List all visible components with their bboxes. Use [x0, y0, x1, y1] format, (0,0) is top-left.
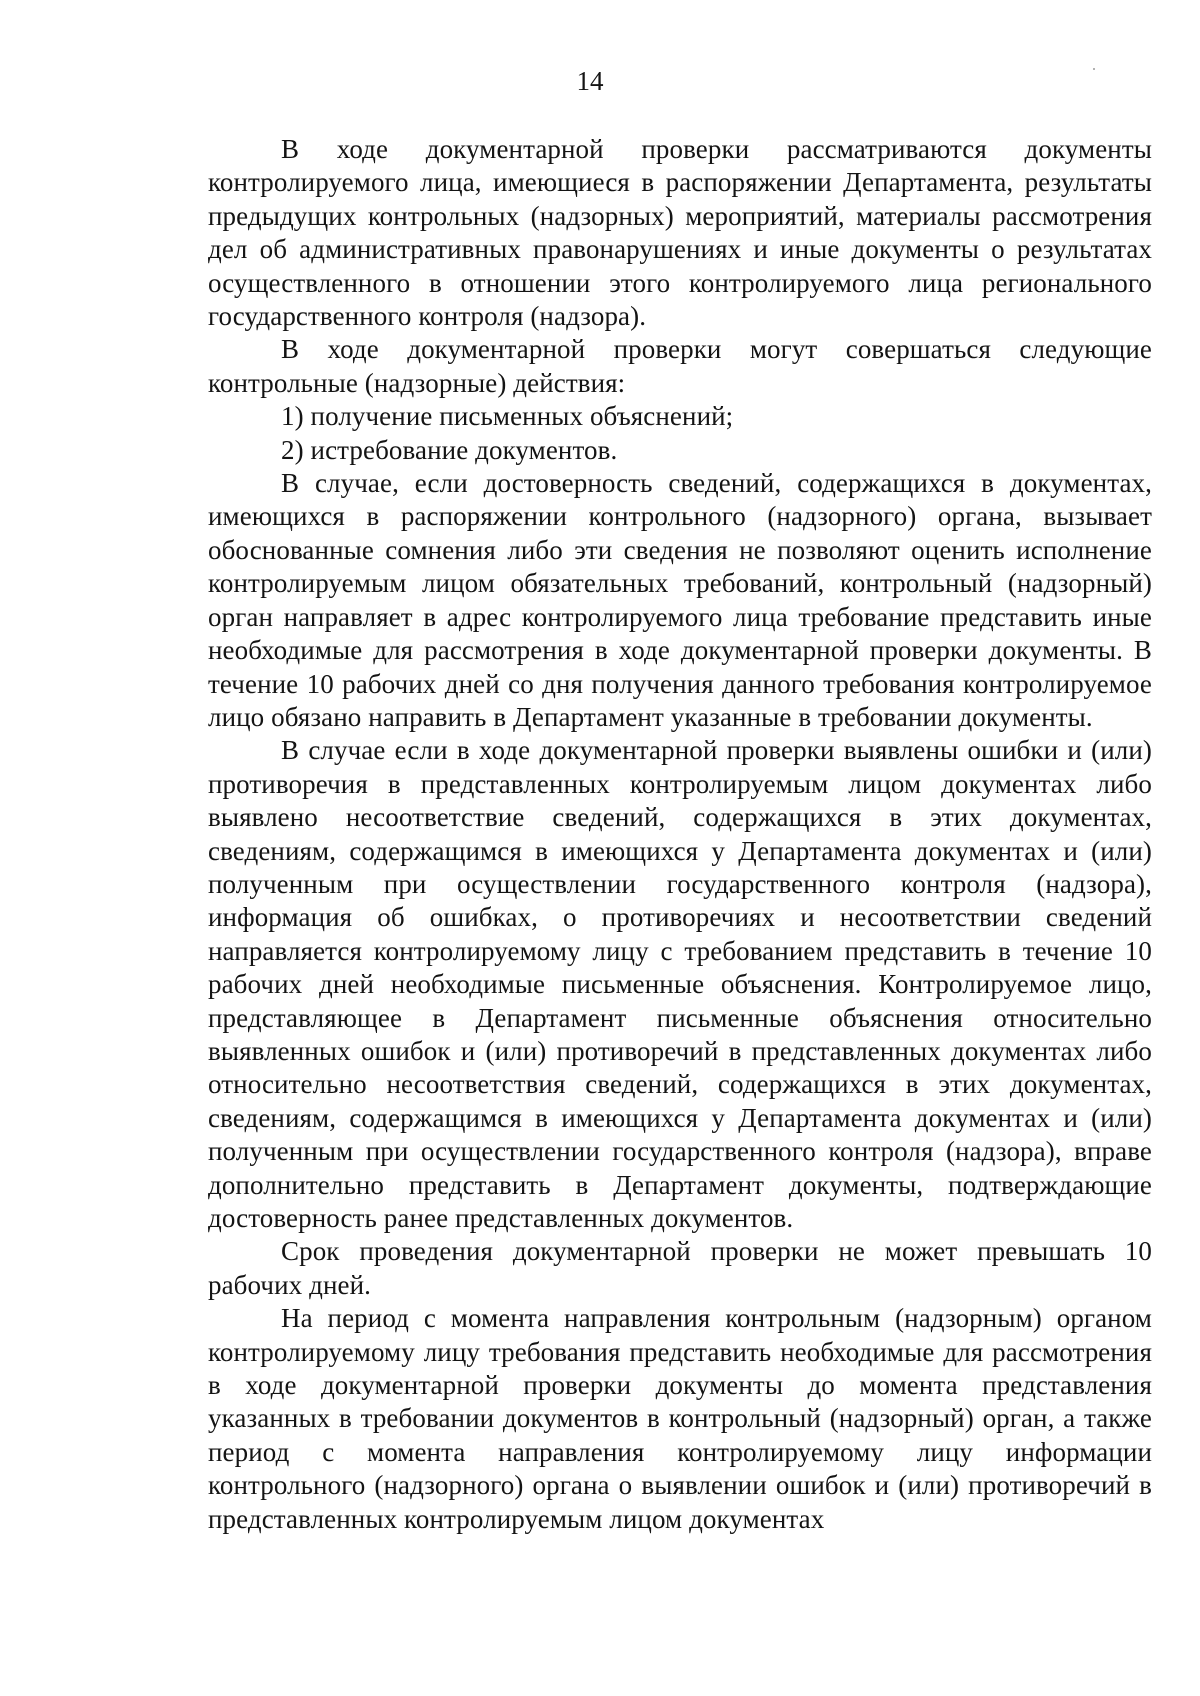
- list-item-written-explanations: 1) получение письменных объяснений;: [281, 401, 734, 432]
- page-number: [0, 66, 1200, 96]
- scan-speck: [1093, 68, 1095, 70]
- page-number-text: 14: [576, 66, 604, 96]
- paragraph-period-suspension: На период с момента направления контрольным (надзорным) органом контролируемому лицу требования представить необходимые для рассмотрения в ходе документарной проверки документы до момента представления указанных в требовании документов в контрольный (надзорный) орган, а также период с момента направления контролируемому лицу информации контрольного (надзорного) органа о выявлении ошибок и (или) противоречий в представленных контролируемым лицом документах: [208, 1303, 1152, 1534]
- paragraph-check-duration: Срок проведения документарной проверки не может превышать 10 рабочих дней.: [208, 1236, 1152, 1300]
- list-item-document-request: 2) истребование документов.: [281, 434, 618, 465]
- document-body: [208, 133, 1152, 1536]
- paragraph-documentary-check-scope: В ходе документарной проверки рассматриваются документы контролируемого лица, имеющиеся в распоряжении Департамента, результаты предыдущих контрольных (надзорных) мероприятий, материалы рассмотрения дел об административных правонарушениях и иные документы о результатах осуществленного в отношении этого контролируемого лица регионального государственного контроля (надзора).: [208, 134, 1152, 332]
- paragraph-document-request-procedure: В случае, если достоверность сведений, содержащихся в документах, имеющихся в распоряжении контрольного (надзорного) органа, вызывает обоснованные сомнения либо эти сведения не позволяют оценить исполнение контролируемым лицом обязательных требований, контрольный (надзорный) орган направляет в адрес контролируемого лица требование представить иные необходимые для рассмотрения в ходе документарной проверки документы. В течение 10 рабочих дней со дня получения данного требования контролируемое лицо обязано направить в Департамент указанные в требовании документы.: [208, 468, 1152, 732]
- paragraph-control-actions-intro: В ходе документарной проверки могут совершаться следующие контрольные (надзорные) действия:: [208, 334, 1152, 398]
- paragraph-errors-and-contradictions: В случае если в ходе документарной проверки выявлены ошибки и (или) противоречия в представленных контролируемым лицом документах либо выявлено несоответствие сведений, содержащихся в этих документах, сведениям, содержащимся в имеющихся у Департамента документах и (или) полученным при осуществлении государственного контроля (надзора), информация об ошибках, о противоречиях и несоответствии сведений направляется контролируемому лицу с требованием представить в течение 10 рабочих дней необходимые письменные объяснения. Контролируемое лицо, представляющее в Департамент письменные объяснения относительно выявленных ошибок и (или) противоречий в представленных документах либо относительно несоответствия сведений, содержащихся в этих документах, сведениям, содержащимся в имеющихся у Департамента документах и (или) полученным при осуществлении государственного контроля (надзора), вправе дополнительно представить в Департамент документы, подтверждающие достоверность ранее представленных документов.: [208, 735, 1152, 1233]
